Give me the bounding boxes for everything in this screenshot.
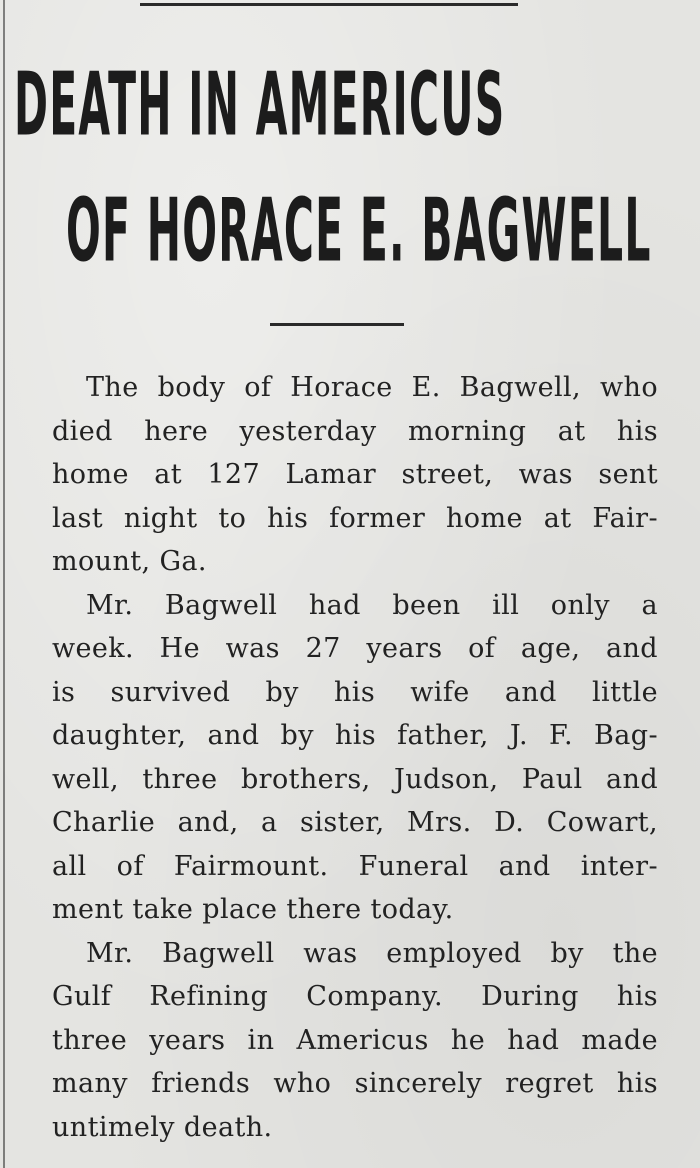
text-line: last night to his former home at Fair- (52, 502, 658, 534)
text-line: ment take place there today. (52, 894, 454, 925)
top-rule (140, 3, 518, 6)
headline-line-2: OF HORACE E. BAGWELL (66, 180, 652, 282)
text-line: The body of Horace E. Bagwell, who (86, 372, 658, 403)
text-line: daughter, and by his father, J. F. Bag- (52, 720, 658, 751)
text-line: died here yesterday morning at his (52, 415, 658, 447)
paragraph-2 (18, 584, 658, 932)
article-body (18, 366, 658, 1149)
text-line: Charlie and, a sister, Mrs. D. Cowart, (52, 807, 658, 838)
text-line: Mr. Bagwell was employed by the (86, 937, 658, 969)
paragraph-1 (18, 366, 658, 584)
headline-divider (270, 323, 404, 326)
headline-line-1: DEATH IN AMERICUS (14, 54, 506, 156)
text-line: three years in Americus he had made (52, 1024, 658, 1056)
text-line: untimely death. (52, 1111, 273, 1143)
column-rule (3, 0, 5, 1168)
text-line: mount, Ga. (52, 546, 207, 577)
text-line: week. He was 27 years of age, and (52, 633, 658, 664)
text-line: well, three brothers, Judson, Paul and (52, 763, 658, 795)
text-line: is survived by his wife and little (52, 676, 658, 708)
paragraph-3 (18, 932, 658, 1150)
text-line: Gulf Refining Company. During his (52, 981, 658, 1012)
text-line: all of Fairmount. Funeral and inter- (52, 850, 658, 882)
text-line: home at 127 Lamar street, was sent (52, 459, 658, 490)
text-line: Mr. Bagwell had been ill only a (86, 589, 658, 621)
text-line: many friends who sincerely regret his (52, 1068, 658, 1099)
